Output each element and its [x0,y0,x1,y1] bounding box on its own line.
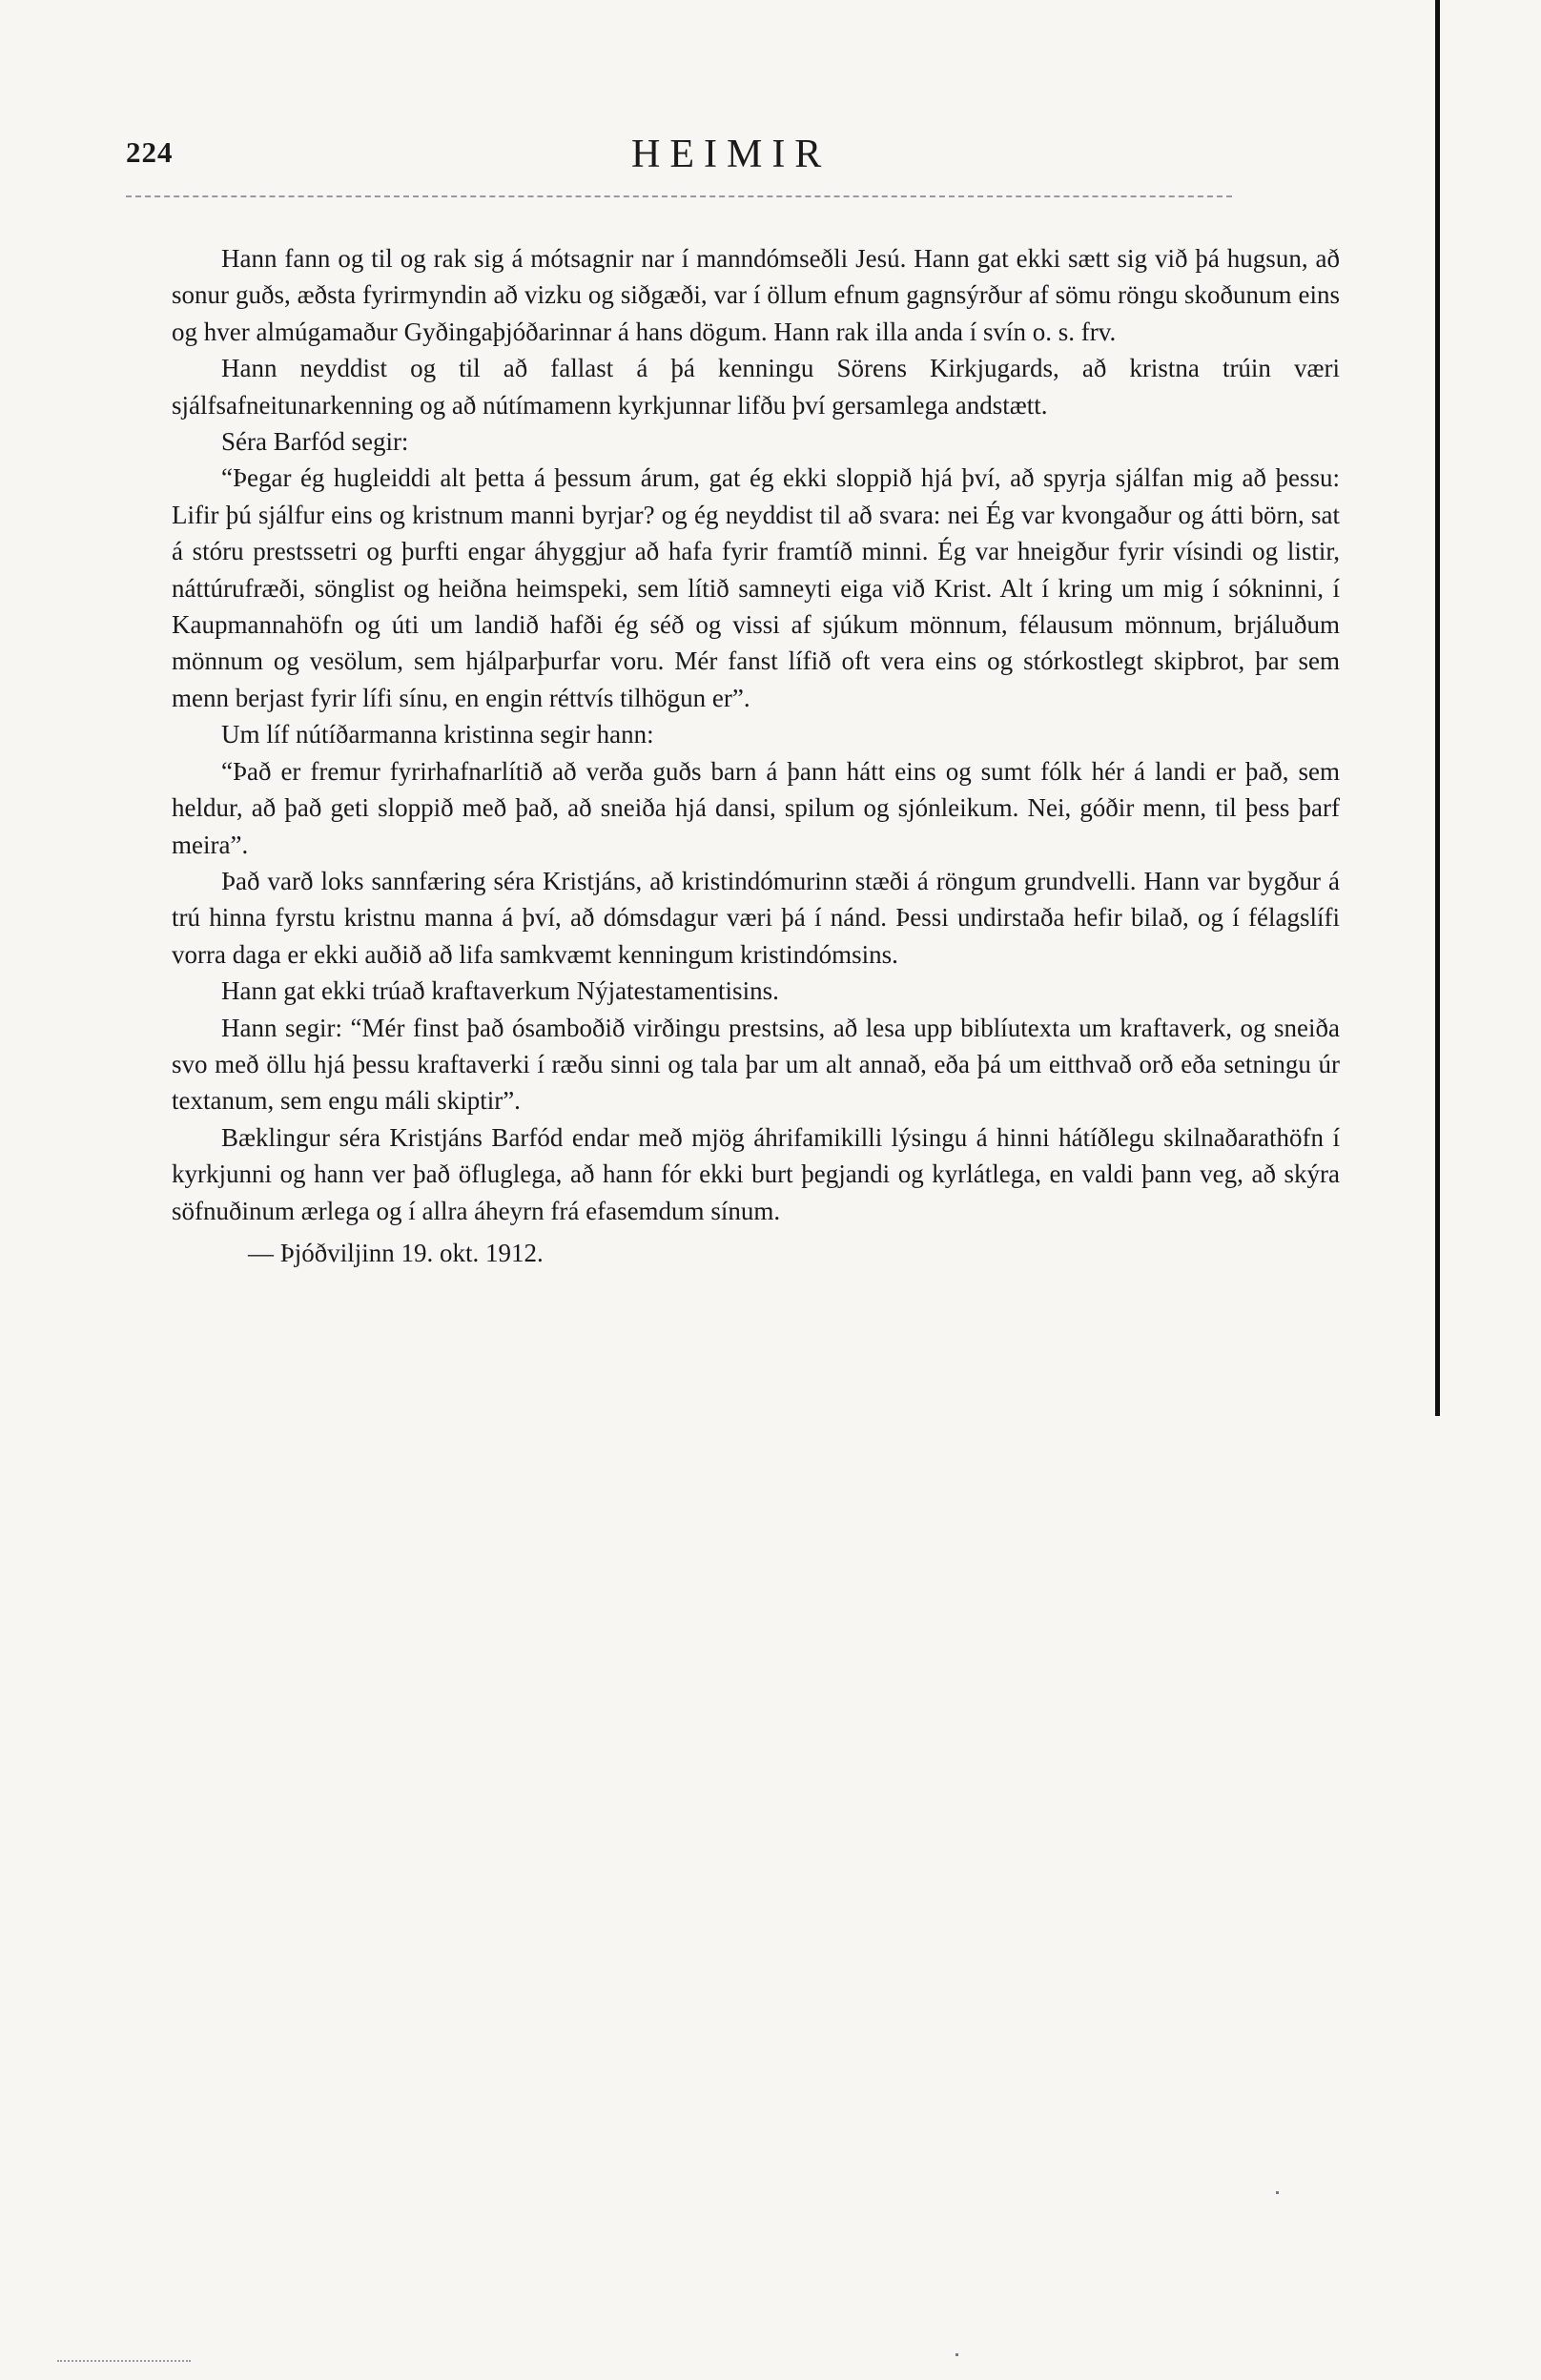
running-head: HEIMIR [631,133,832,176]
paragraph: Hann gat ekki trúað kraftaverkum Nýjatestamentisins. [221,976,779,1006]
page-edge-rule [1435,0,1440,1416]
paragraph: “Það er fremur fyrirhafnarlítið að verða guðs barn á þann hátt eins og sumt fólk hér á landi er það, sem heldur, að það geti sloppið með það, að sneiða hjá dansi, spilum og sjónleikum. Nei, góðir menn, til þess þarf meira”. [172,756,1340,859]
paragraph: Það varð loks sannfæring séra Kristjáns, að kristindómurinn stæði á röngum grundvelli. Hann var bygður á trú hinna fyrstu kristnu manna á því, að dómsdagur væri þá í nánd. Þessi undirstaða hefir bilað, og í félagslífi vorra daga er ekki auðið að lifa samkvæmt kenningum kristindómsins. [172,866,1340,969]
paragraph: Hann segir: “Mér finst það ósamboðið virðingu prestsins, að lesa upp biblíutexta um kraftaverk, og sneiða svo með öllu hjá þessu kraftaverki í ræðu sinni og tala þar um alt annað, eða þá um eitthvað orð eða setningu úr textanum, sem engu máli skiptir”. [172,1013,1340,1116]
paragraph: Bæklingur séra Kristjáns Barfód endar með mjög áhrifamikilli lýsingu á hinni hátíðlegu skilnaðarathöfn í kyrkjunni og hann ver það öfluglega, að hann fór ekki burt þegjandi og kyrlátlega, en valdi þann veg, að skýra söfnuðinum ærlega og í allra áheyrn frá efasemdum sínum. [172,1122,1340,1225]
paragraph: Séra Barfód segir: [221,427,409,457]
paragraph: “Þegar ég hugleiddi alt þetta á þessum árum, gat ég ekki sloppið hjá því, að spyrja sjálfan mig að þessu: Lifir þú sjálfur eins og kristnum manni byrjar? og ég neyddist til að svara: nei Ég var kvongaður og átti börn, sat á stóru prestssetri og þurfti engar áhyggjur að hafa fyrir framtíð minni. Ég var hneigður fyrir vísindi og listir, náttúrufræði, sönglist og heiðna heimspeki, sem lítið samneyti eiga við Krist. Alt í kring um mig í sókninni, í Kaupmannahöfn og úti um landið hafði ég séð og vissi af sjúkum mönnum, félausum mönnum, brjáluðum mönnum og vesölum, sem hjálparþurfar voru. Mér fanst lífið oft vera eins og stórkostlegt skipbrot, þar sem menn berjast fyrir lífi sínu, en engin réttvís tilhögun er”. [172,463,1340,712]
header-divider [126,195,1232,197]
print-speck [955,2353,958,2356]
footer-smudge [57,2360,191,2362]
paragraph: Um líf nútíðarmanna kristinna segir hann: [221,720,654,749]
page-header [126,132,1356,189]
source-signature: — Þjóðviljinn 19. okt. 1912. [248,1238,544,1267]
paragraph: Hann neyddist og til að fallast á þá kenningu Sörens Kirkjugards, að kristna trúin væri sjálfsafneitunarkenning og að nútímamenn kyrkjunnar lifðu því gersamlega andstætt. [172,354,1340,420]
print-speck [1276,2191,1279,2194]
body-text [172,240,1340,1271]
paragraph: Hann fann og til og rak sig á mótsagnir nar í manndómseðli Jesú. Hann gat ekki sætt sig við þá hugsun, að sonur guðs, æðsta fyrirmyndin að vizku og siðgæði, var í öllum efnum gagnsýrður af sömu röngu skoðunum eins og hver almúgamaður Gyðingaþjóðarinnar á hans dögum. Hann rak illa anda í svín o. s. frv. [172,244,1340,346]
page-number: 224 [126,135,174,169]
